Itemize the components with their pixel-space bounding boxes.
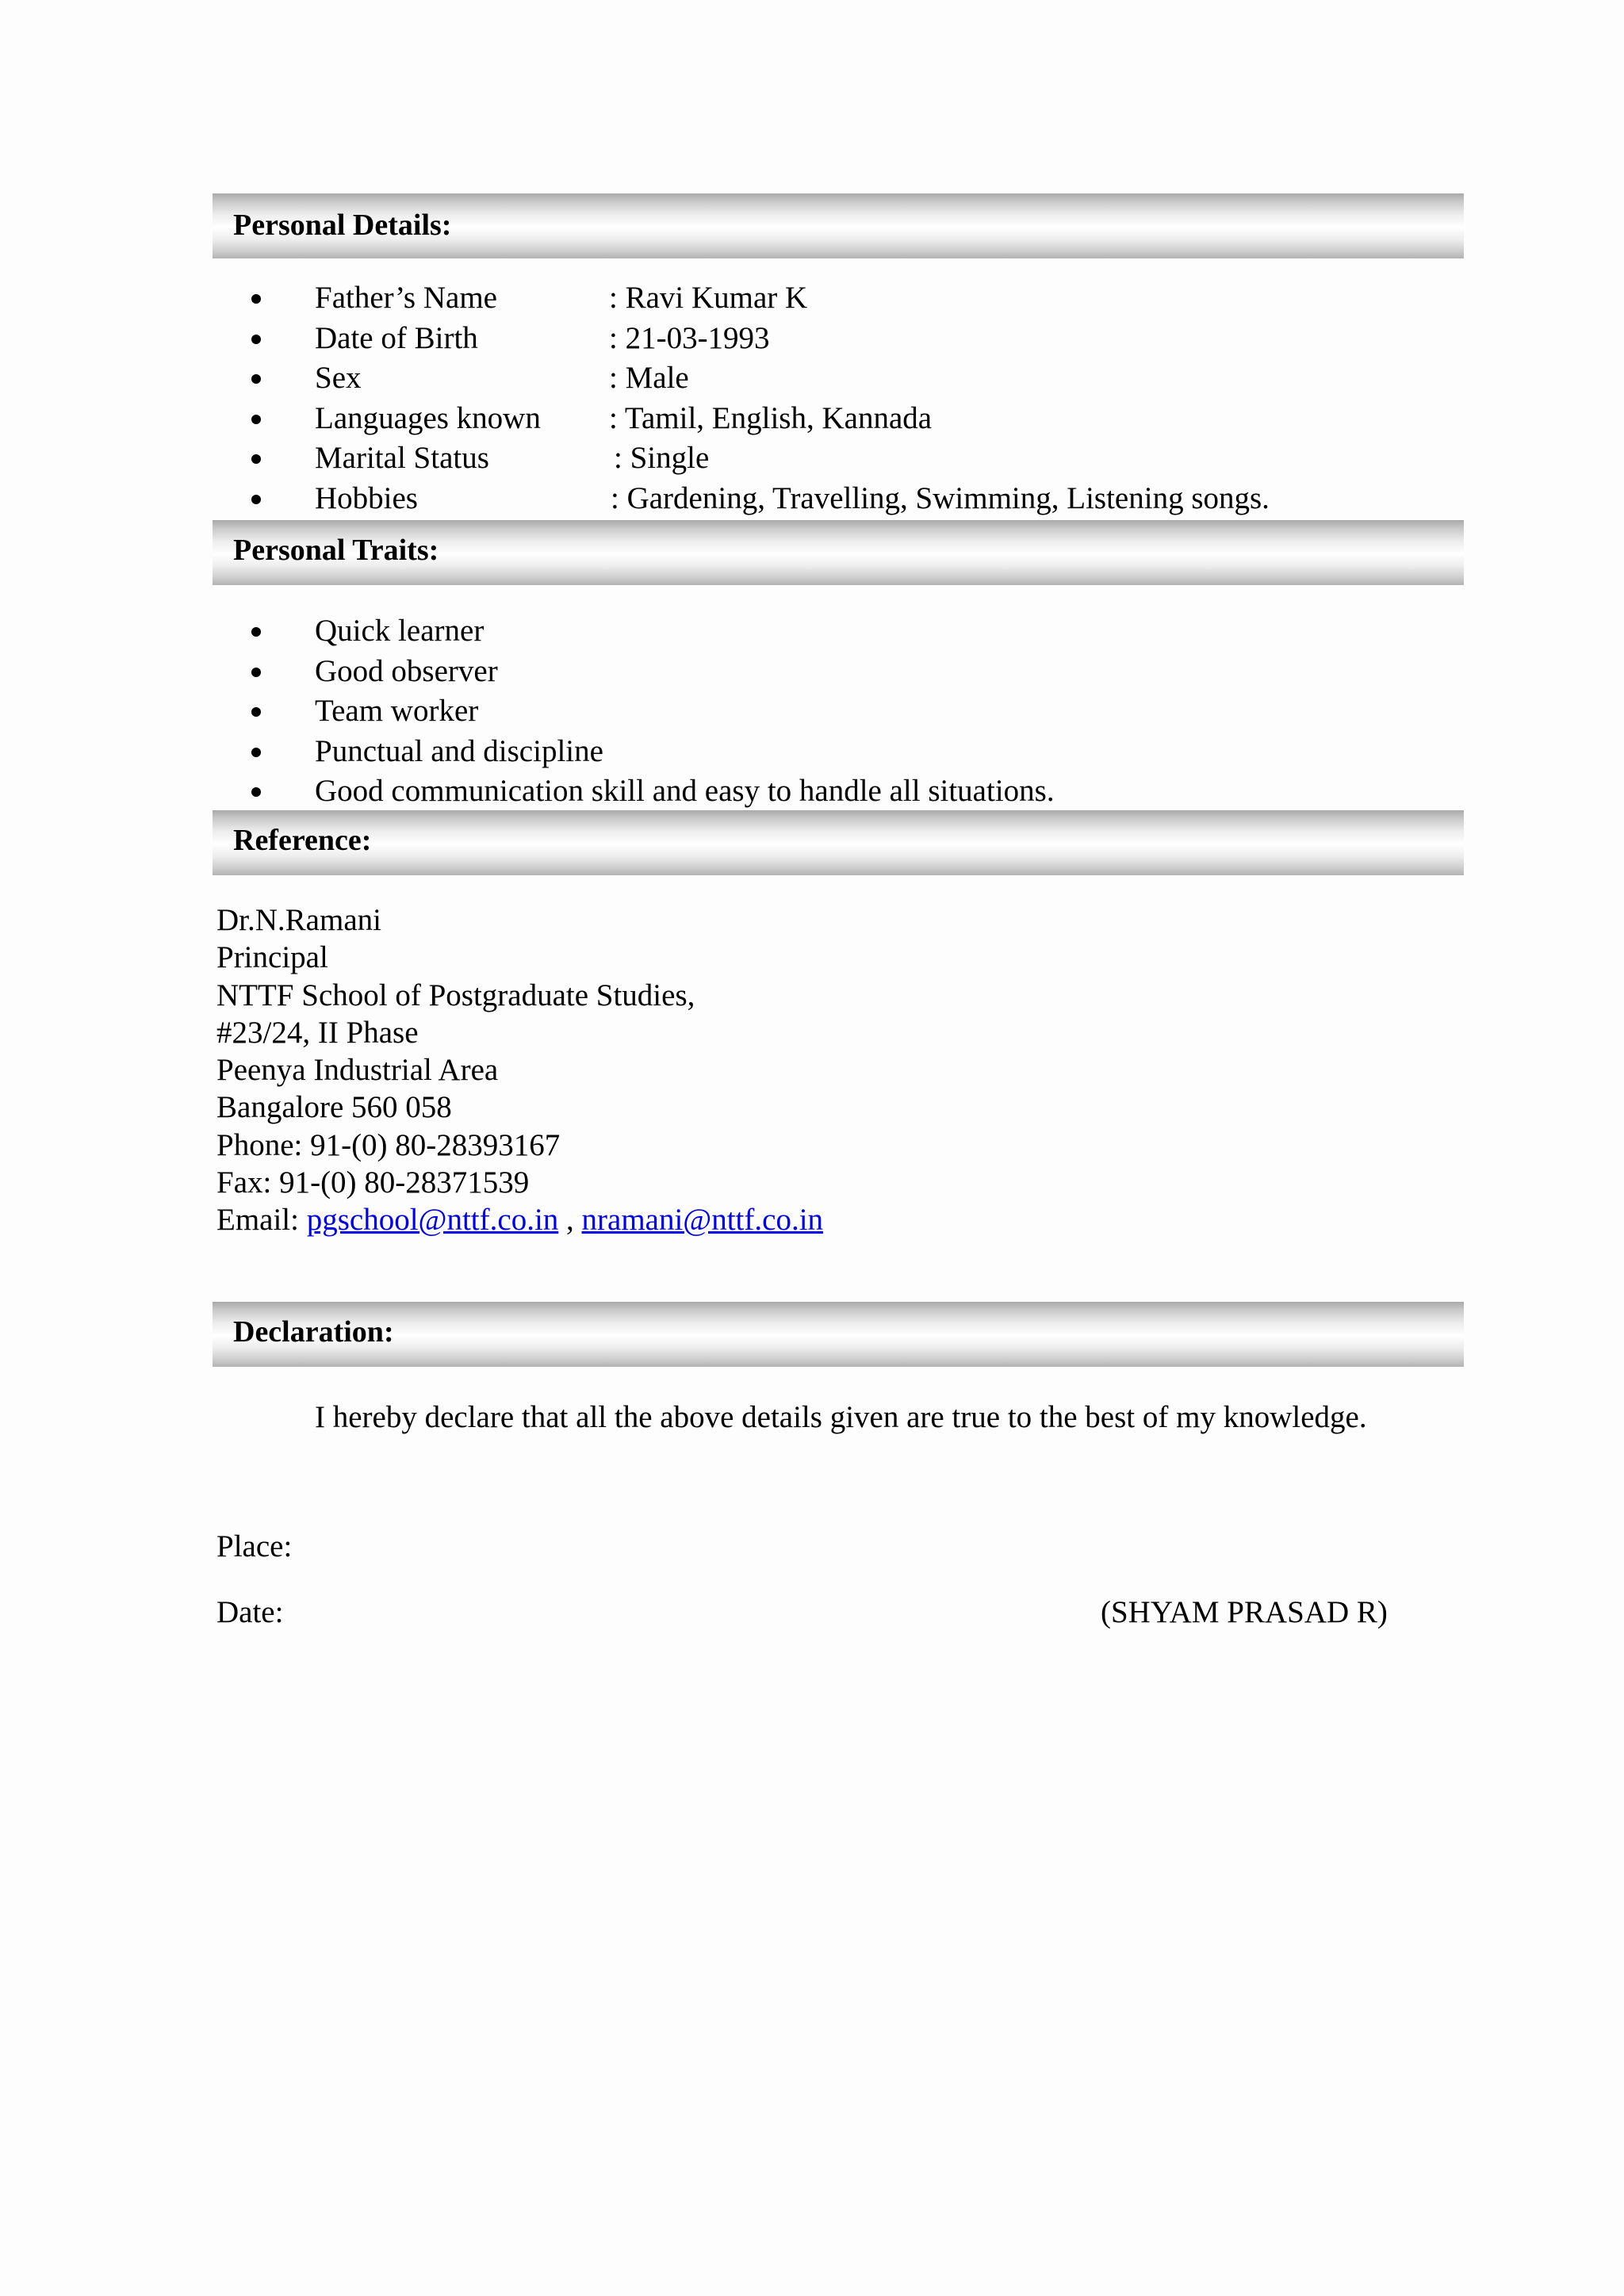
- detail-value: : 21-03-1993: [609, 320, 770, 355]
- detail-label: Date of Birth: [315, 320, 478, 355]
- reference-city: Bangalore 560 058: [216, 1090, 452, 1125]
- bullet-icon: [251, 294, 261, 304]
- section-title: Reference:: [233, 824, 372, 857]
- bullet-icon: [251, 495, 261, 504]
- detail-label: Hobbies: [315, 480, 418, 515]
- bullet-icon: [251, 668, 261, 677]
- detail-label: Sex: [315, 361, 362, 395]
- section-title: Declaration:: [233, 1315, 394, 1349]
- reference-address-line: Peenya Industrial Area: [216, 1053, 499, 1088]
- bullet-icon: [251, 454, 261, 464]
- reference-header: [213, 810, 1464, 875]
- detail-value: : Male: [609, 361, 689, 395]
- trait-text: Good observer: [315, 653, 498, 688]
- personal-traits-header: [213, 520, 1464, 585]
- date-label: Date:: [216, 1595, 284, 1629]
- declaration-text: I hereby declare that all the above details given are true to the best of my knowledge.: [315, 1400, 1367, 1434]
- detail-value: : Ravi Kumar K: [609, 281, 808, 315]
- email-link-nramani[interactable]: nramani@nttf.co.in: [581, 1203, 824, 1238]
- bullet-icon: [251, 787, 261, 797]
- detail-label: Languages known: [315, 400, 541, 435]
- email-label: Email:: [216, 1203, 299, 1238]
- bullet-icon: [251, 707, 261, 717]
- trait-text: Team worker: [315, 694, 479, 728]
- detail-label: Father’s Name: [315, 281, 497, 315]
- place-label: Place:: [216, 1529, 293, 1563]
- bullet-icon: [251, 335, 261, 344]
- personal-details-header: [213, 193, 1464, 258]
- reference-institution: NTTF School of Postgraduate Studies,: [216, 978, 695, 1012]
- reference-block: [216, 901, 823, 1239]
- bullet-icon: [251, 415, 261, 424]
- email-link-pgschool[interactable]: pgschool@nttf.co.in: [306, 1203, 559, 1238]
- email-separator: ,: [566, 1203, 574, 1238]
- declaration-header: [213, 1302, 1464, 1367]
- reference-name: Dr.N.Ramani: [216, 903, 381, 937]
- bullet-icon: [251, 627, 261, 637]
- detail-value: : Tamil, English, Kannada: [609, 400, 933, 435]
- bullet-icon: [251, 374, 261, 384]
- trait-text: Punctual and discipline: [315, 733, 603, 768]
- reference-title: Principal: [216, 940, 328, 975]
- reference-phone: Phone: 91-(0) 80-28393167: [216, 1127, 561, 1162]
- detail-label: Marital Status: [315, 441, 489, 475]
- detail-value: : Single: [614, 441, 710, 475]
- section-title: Personal Traits:: [233, 534, 439, 567]
- trait-text: Quick learner: [315, 614, 485, 648]
- reference-email-line: [216, 1201, 823, 1238]
- reference-address-line: #23/24, II Phase: [216, 1015, 419, 1050]
- detail-value: : Gardening, Travelling, Swimming, Listening songs.: [611, 480, 1270, 515]
- signature-name: (SHYAM PRASAD R): [1101, 1595, 1388, 1629]
- trait-text: Good communication skill and easy to handle all situations.: [315, 774, 1055, 808]
- section-title: Personal Details:: [233, 209, 452, 242]
- reference-fax: Fax: 91-(0) 80-28371539: [216, 1165, 530, 1200]
- bullet-icon: [251, 748, 261, 757]
